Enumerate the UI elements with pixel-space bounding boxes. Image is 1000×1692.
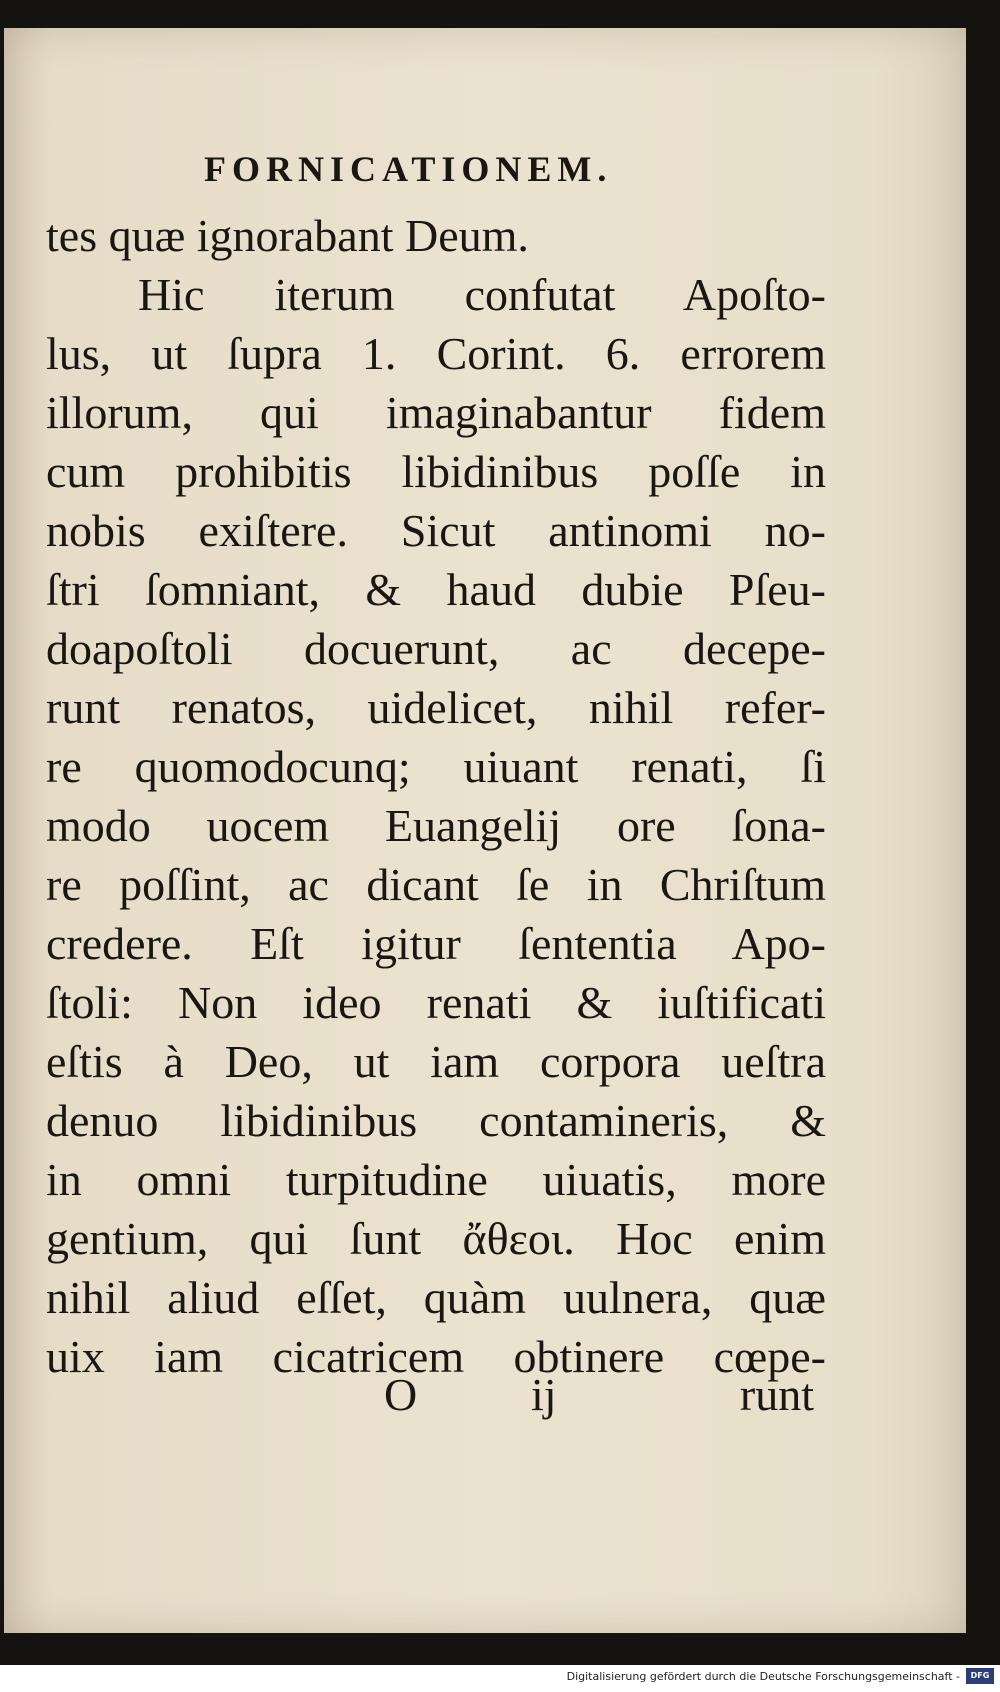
- text-line: cum prohibitis libidinibus poſſe in: [46, 446, 826, 497]
- dfg-logo: DFG: [966, 1668, 994, 1684]
- funding-credit: Digitalisierung gefördert durch die Deutsche Forschungsgemeinschaft -: [566, 1670, 960, 1683]
- text-line: denuo libidinibus contamineris, &: [46, 1095, 826, 1146]
- text-line: re quomodocunq; uiuant renati, ſi: [46, 741, 826, 792]
- book-page: [4, 28, 966, 1633]
- text-line: nihil aliud eſſet, quàm uulnera, quæ: [46, 1272, 826, 1323]
- signature-number: ij: [531, 1369, 557, 1420]
- text-line: doapoſtoli docuerunt, ac decepe-: [46, 623, 826, 674]
- text-line: modo uocem Euangelij ore ſona-: [46, 800, 826, 851]
- text-line: tes quæ ignorabant Deum.: [46, 210, 529, 261]
- running-header: FORNICATIONEM.: [204, 149, 613, 189]
- catchword: runt: [739, 1369, 814, 1420]
- body-text: [46, 206, 826, 1386]
- text-line: gentium, qui ſunt ἄθεοι. Hoc enim: [46, 1213, 826, 1264]
- text-line: credere. Eſt igitur ſententia Apo-: [46, 918, 826, 969]
- text-line: ſtoli: Non ideo renati & iuſtificati: [46, 977, 826, 1028]
- text-line: ſtri ſomniant, & haud dubie Pſeu-: [46, 564, 826, 615]
- text-line: re poſſint, ac dicant ſe in Chriſtum: [46, 859, 826, 910]
- signature-mark: O: [384, 1369, 418, 1420]
- signature-row: [384, 1368, 814, 1428]
- footer-bar: [0, 1665, 1000, 1692]
- text-line: Hic iterum confutat Apoſto-: [138, 269, 826, 320]
- text-line: lus, ut ſupra 1. Corint. 6. errorem: [46, 328, 826, 379]
- text-line: in omni turpitudine uiuatis, more: [46, 1154, 826, 1205]
- text-line: nobis exiſtere. Sicut antinomi no-: [46, 505, 826, 556]
- text-line: illorum, qui imaginabantur fidem: [46, 387, 826, 438]
- text-line: eſtis à Deo, ut iam corpora ueſtra: [46, 1036, 826, 1087]
- text-line: runt renatos, uidelicet, nihil refer-: [46, 682, 826, 733]
- text-line: uix iam cicatricem obtinere cœpe-: [46, 1331, 826, 1382]
